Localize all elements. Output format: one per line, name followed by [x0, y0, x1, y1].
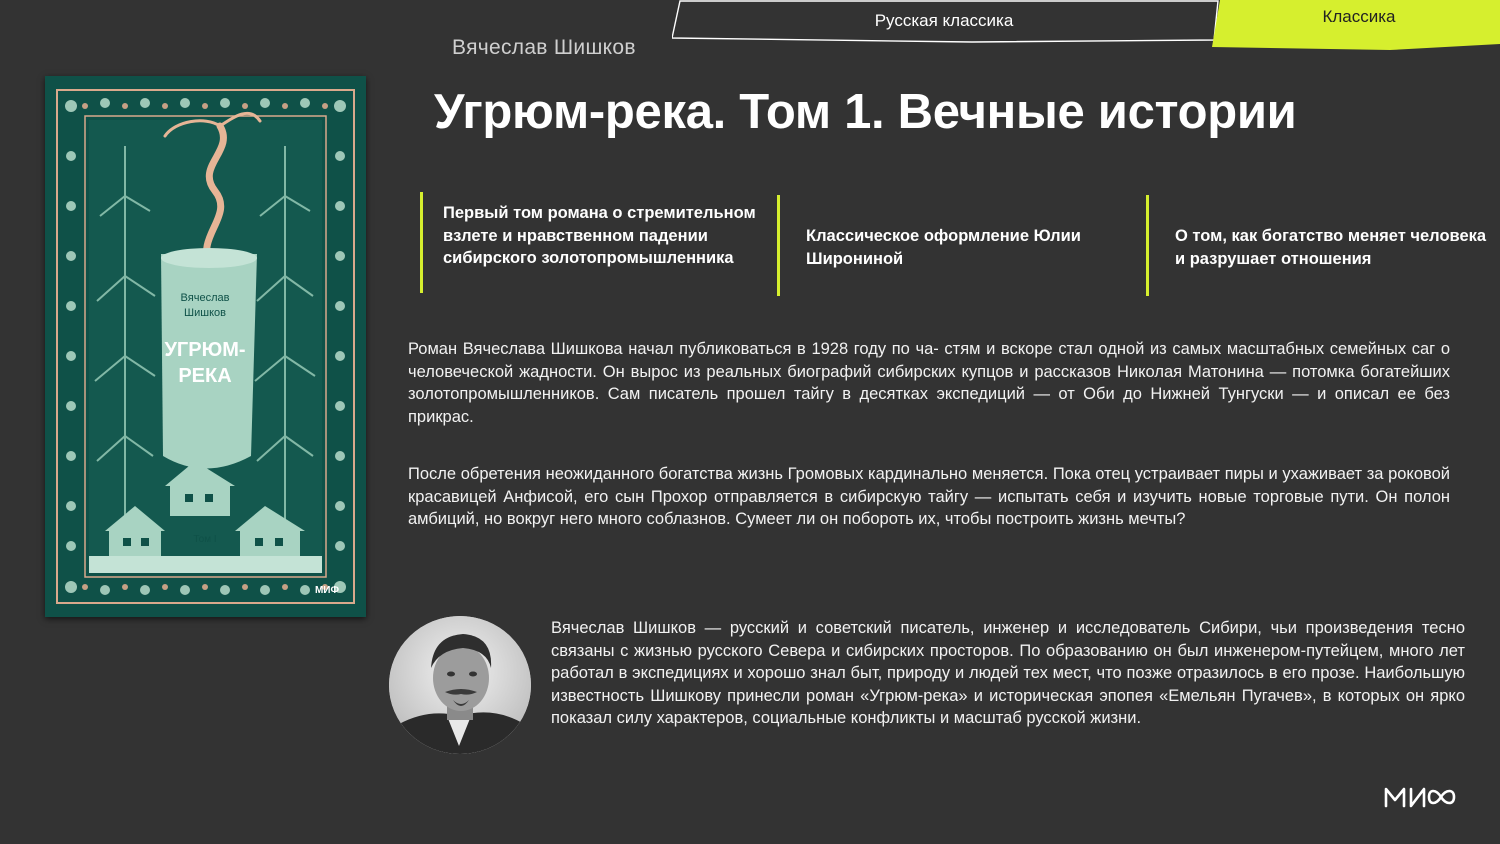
author-portrait-image — [389, 616, 531, 754]
feature-1-text: Первый том романа о стремительном взлете и нравственном падении сибирского золотопромышленника — [443, 204, 756, 267]
publisher-logo — [1384, 784, 1460, 815]
feature-2 — [777, 195, 1130, 296]
cover-author-line-1: Вячеслав — [180, 292, 230, 304]
feature-2-text: Классическое оформление Юлии Широниной — [806, 227, 1081, 268]
feature-3 — [1146, 195, 1489, 296]
tab-genre[interactable] — [1210, 0, 1500, 52]
tab-series[interactable] — [672, 0, 1222, 42]
book-title: Угрюм-река. Том 1. Вечные истории — [434, 85, 1297, 139]
cover-title-line-1: УГРЮМ- — [164, 339, 246, 361]
author-photo — [389, 616, 531, 754]
book-cover-art — [45, 76, 366, 617]
cover-publisher: МИФ — [314, 585, 340, 596]
cover-title-line-2: РЕКА — [178, 365, 232, 387]
cover-volume: Том I — [193, 534, 217, 545]
tab-series-label: Русская классика — [874, 11, 1014, 30]
feature-3-text: О том, как богатство меняет человека и разрушает отношения — [1175, 227, 1487, 268]
description-paragraph-1: Роман Вячеслава Шишкова начал публиковаться в 1928 году по ча- стям и вскоре стал одной из самых масштабных семейных саг о человеческой жадности. Он вырос из реальных биографий сибирских купцов и рассказов Николая Матонина — потомка богатейших золотопромышленников. Сам писатель прошел тайгу в десятках экспедиций — от Оби до Нижней Тунгуски — и описал ее без прикрас. — [408, 340, 1450, 426]
author-bio: Вячеслав Шишков — русский и советский писатель, инженер и исследователь Сибири, чьи произведения тесно связаны с жизнью русского Севера и сибирских просторов. По образованию он был инженером-путейцем, много лет работал в экспедициях и хорошо знал быт, природу и людей тех мест, что позже отразилось в его прозе. Наибольшую известность Шишкову принесли роман «Угрюм-река» и историческая эпопея «Емельян Пугачев», в которых он ярко показал силу характеров, социальные конфликты и масштаб русской жизни. — [551, 619, 1465, 728]
author-name: Вячеслав Шишков — [452, 36, 636, 59]
tab-genre-label: Классика — [1322, 7, 1396, 26]
publisher-logo-mark — [1384, 784, 1460, 810]
book-cover — [45, 76, 366, 617]
feature-1 — [420, 192, 773, 293]
description-paragraph-2: После обретения неожиданного богатства жизнь Громовых кардинально меняется. Пока отец устраивает пиры и ухаживает за роковой красавицей Анфисой, его сын Прохор отправляется в сибирскую тайгу — испытать себя и изучить новые торговые пути. Он полон амбиций, но вокруг него много соблазнов. Сумеет ли он побороть их, чтобы построить жизнь мечты? — [408, 465, 1450, 529]
cover-author-line-2: Шишков — [184, 307, 226, 319]
